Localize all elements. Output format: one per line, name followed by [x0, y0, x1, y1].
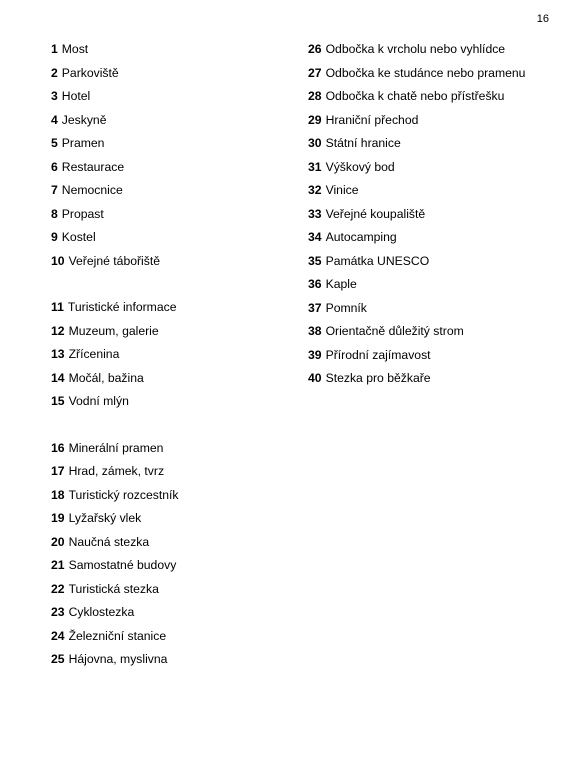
- item-number: 31: [308, 159, 322, 174]
- item-number: 22: [51, 581, 65, 596]
- item-label: Pramen: [61, 136, 105, 150]
- item-number: 23: [51, 605, 65, 619]
- item-label: Parkoviště: [61, 65, 119, 80]
- item-number: 4: [51, 112, 58, 127]
- item-label: Zřícenina: [68, 347, 120, 361]
- legend-item: [308, 182, 525, 206]
- item-number: 27: [308, 65, 322, 80]
- item-label: Odbočka k vrcholu nebo vyhlídce: [325, 42, 506, 56]
- legend-item: [51, 182, 179, 206]
- legend-item: [308, 253, 525, 277]
- item-label: Hotel: [61, 89, 91, 103]
- item-label: Odbočka ke studánce nebo pramenu: [325, 65, 526, 80]
- item-number: 28: [308, 89, 322, 103]
- legend-item: [308, 300, 525, 324]
- item-label: Močál, bažina: [68, 370, 144, 385]
- legend-item: [51, 346, 179, 370]
- item-label: Restaurace: [61, 159, 125, 174]
- page-number: 16: [536, 13, 549, 25]
- item-label: Přírodní zajímavost: [325, 347, 431, 362]
- item-number: 15: [51, 394, 65, 408]
- item-label: Vodní mlýn: [68, 394, 129, 408]
- item-label: Turistická stezka: [68, 581, 159, 596]
- legend-item: [51, 393, 179, 417]
- item-label: Most: [61, 42, 89, 56]
- legend-item: [51, 88, 179, 112]
- item-label: Nemocnice: [61, 183, 123, 197]
- item-number: 21: [51, 558, 65, 572]
- item-label: Pomník: [325, 300, 367, 315]
- item-label: Železniční stanice: [68, 628, 167, 643]
- legend-item: [51, 135, 179, 159]
- item-number: 13: [51, 347, 65, 361]
- legend-item: [51, 604, 179, 628]
- item-number: 14: [51, 370, 65, 385]
- legend-item: [51, 440, 179, 464]
- item-number: 38: [308, 324, 322, 338]
- legend-item: [308, 229, 525, 253]
- item-label: Veřejné tábořiště: [68, 253, 161, 268]
- item-label: Vinice: [325, 183, 359, 197]
- item-number: 24: [51, 628, 65, 643]
- item-label: Orientačně důležitý strom: [325, 324, 464, 338]
- legend-item: [308, 370, 525, 394]
- item-label: Turistické informace: [67, 300, 177, 314]
- item-label: Kaple: [325, 277, 357, 291]
- item-label: Autocamping: [325, 230, 397, 244]
- item-label: Hraniční přechod: [325, 112, 419, 127]
- item-number: 29: [308, 112, 322, 127]
- item-label: Turistický rozcestník: [68, 487, 179, 502]
- legend-item: [308, 206, 525, 230]
- item-label: Samostatné budovy: [68, 558, 177, 572]
- legend-item: [51, 229, 179, 253]
- item-number: 40: [308, 371, 322, 385]
- item-number: 20: [51, 534, 65, 549]
- item-number: 19: [51, 511, 65, 525]
- item-label: Minerální pramen: [68, 440, 164, 455]
- legend-item: [308, 112, 525, 136]
- item-label: Kostel: [61, 230, 96, 244]
- item-number: 39: [308, 347, 322, 362]
- legend-list-left: [51, 41, 179, 675]
- item-number: 11: [51, 300, 64, 314]
- legend-item: [51, 463, 179, 487]
- item-number: 18: [51, 487, 65, 502]
- item-number: 37: [308, 300, 322, 315]
- item-number: 17: [51, 464, 65, 478]
- legend-item: [308, 135, 525, 159]
- item-number: 7: [51, 183, 58, 197]
- item-label: Hájovna, myslivna: [68, 652, 168, 666]
- item-number: 16: [51, 440, 65, 455]
- legend-item: [51, 159, 179, 183]
- legend-item: [51, 581, 179, 605]
- item-number: 6: [51, 159, 58, 174]
- legend-item: [51, 41, 179, 65]
- legend-item: [51, 112, 179, 136]
- item-label: Naučná stezka: [68, 534, 150, 549]
- item-number: 26: [308, 42, 322, 56]
- legend-item: [308, 41, 525, 65]
- item-label: Lyžařský vlek: [68, 511, 142, 525]
- legend-item: [308, 323, 525, 347]
- item-label: Stezka pro běžkaře: [325, 371, 431, 385]
- item-number: 33: [308, 206, 322, 221]
- item-number: 36: [308, 277, 322, 291]
- legend-item: [51, 253, 179, 277]
- item-number: 8: [51, 206, 58, 221]
- item-number: 9: [51, 230, 58, 244]
- legend-item: [51, 65, 179, 89]
- item-label: Hrad, zámek, tvrz: [68, 464, 165, 478]
- legend-item: [51, 206, 179, 230]
- legend-list-right: [308, 41, 525, 394]
- item-number: 12: [51, 323, 65, 338]
- legend-item: [51, 370, 179, 394]
- item-number: 10: [51, 253, 65, 268]
- item-label: Památka UNESCO: [325, 253, 430, 268]
- item-number: 32: [308, 183, 322, 197]
- item-label: Jeskyně: [61, 112, 107, 127]
- legend-item: [308, 276, 525, 300]
- legend-item: [51, 487, 179, 511]
- legend-item: [308, 65, 525, 89]
- item-number: 1: [51, 42, 58, 56]
- item-label: Propast: [61, 206, 104, 221]
- item-label: Veřejné koupaliště: [325, 206, 426, 221]
- item-number: 35: [308, 253, 322, 268]
- legend-item: [51, 323, 179, 347]
- item-number: 30: [308, 136, 322, 150]
- legend-item: [51, 628, 179, 652]
- legend-item: [51, 510, 179, 534]
- item-number: 34: [308, 230, 322, 244]
- legend-item: [51, 299, 179, 323]
- item-number: 2: [51, 65, 58, 80]
- item-label: Muzeum, galerie: [68, 323, 159, 338]
- legend-item: [51, 557, 179, 581]
- legend-item: [308, 159, 525, 183]
- legend-item: [308, 347, 525, 371]
- item-label: Výškový bod: [325, 159, 395, 174]
- legend-item: [308, 88, 525, 112]
- item-label: Cyklostezka: [68, 605, 135, 619]
- item-number: 3: [51, 89, 58, 103]
- item-number: 5: [51, 136, 58, 150]
- item-label: Státní hranice: [325, 136, 401, 150]
- legend-item: [51, 534, 179, 558]
- legend-item: [51, 651, 179, 675]
- item-number: 25: [51, 652, 65, 666]
- item-label: Odbočka k chatě nebo přístřešku: [325, 89, 505, 103]
